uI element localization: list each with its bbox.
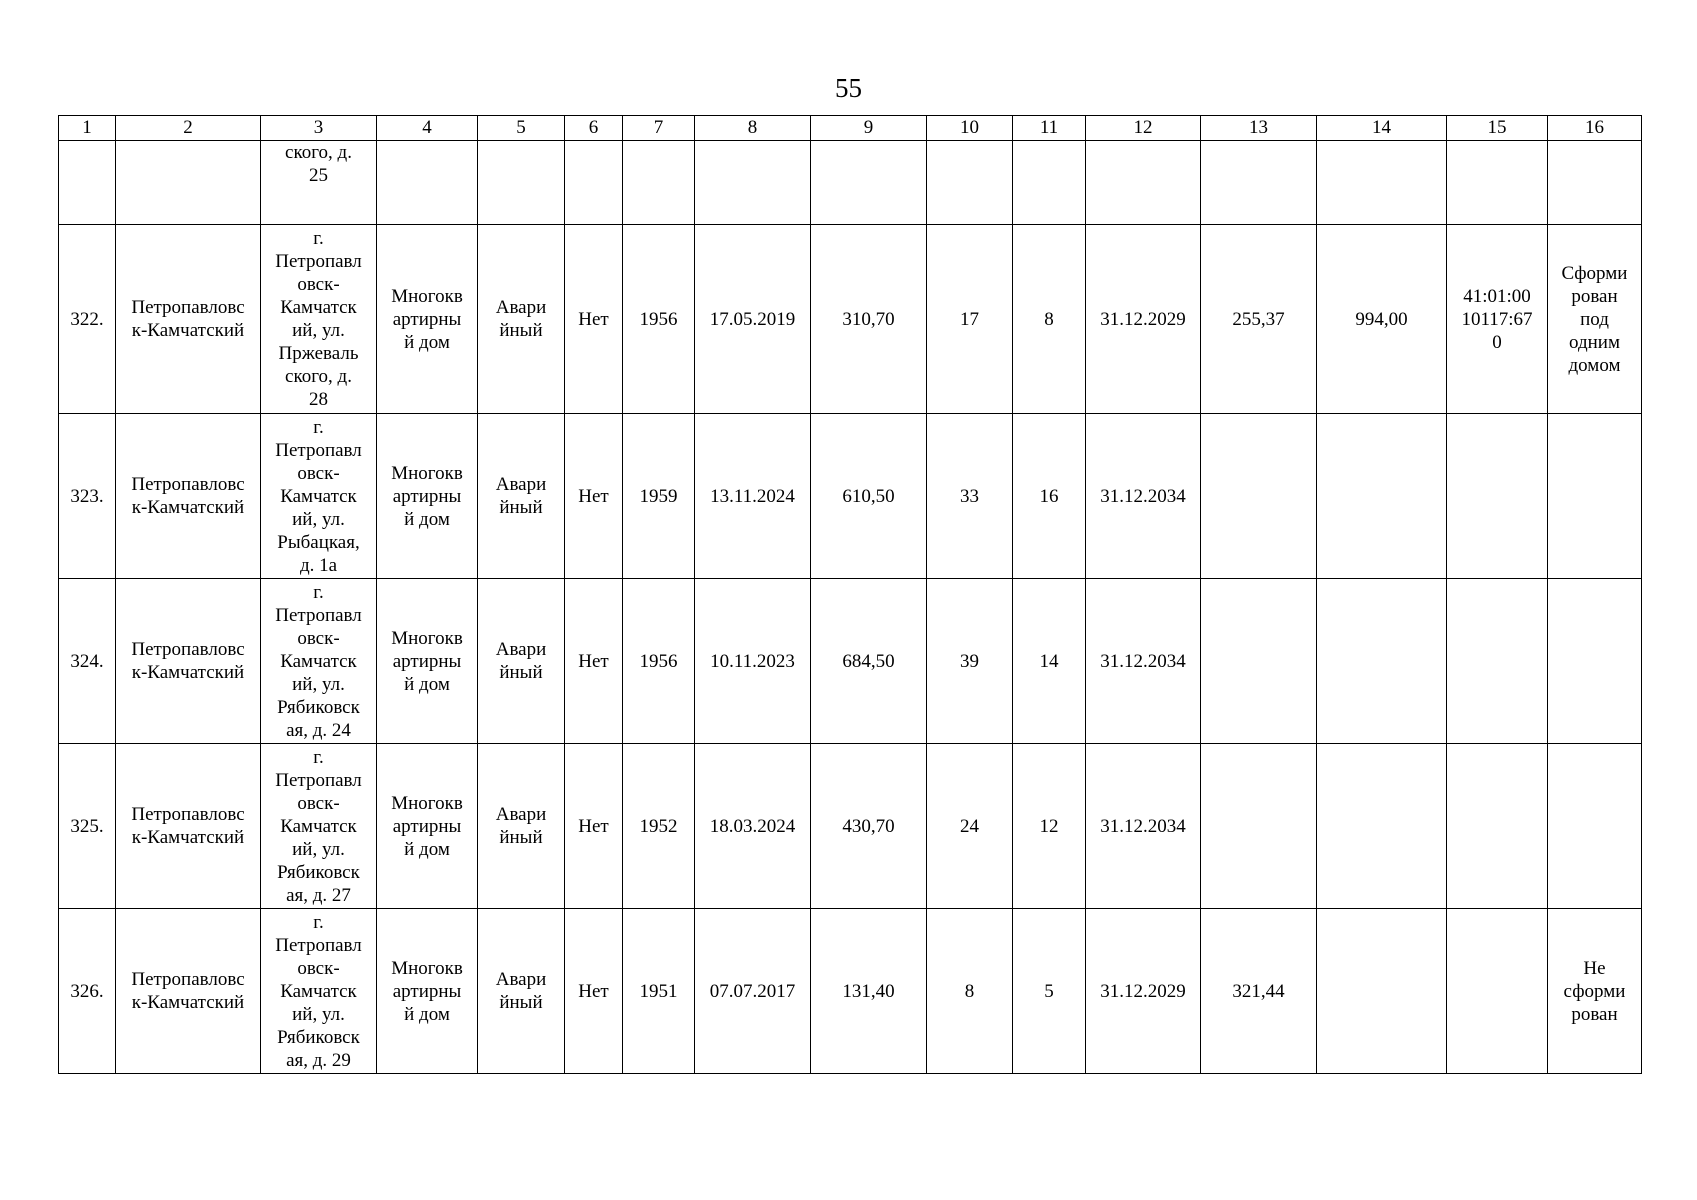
table-row xyxy=(59,909,1642,1074)
column-header: 6 xyxy=(565,116,623,141)
page-number: 55 xyxy=(835,73,862,103)
cell-col10: 17 xyxy=(927,225,1013,414)
cell-status xyxy=(478,579,565,744)
cell-status xyxy=(478,414,565,579)
status-text: Авари йный xyxy=(495,474,547,518)
cell-building-type xyxy=(377,909,478,1074)
cell-num xyxy=(59,141,116,225)
column-header: 7 xyxy=(623,116,695,141)
column-header: 3 xyxy=(261,116,377,141)
cell-empty xyxy=(377,141,478,225)
cell-plan-date: 31.12.2034 xyxy=(1086,744,1201,909)
column-header: 4 xyxy=(377,116,478,141)
cell-row-number: 322. xyxy=(59,225,116,414)
cell-plan-date: 31.12.2034 xyxy=(1086,414,1201,579)
column-header: 9 xyxy=(811,116,927,141)
cell-city xyxy=(116,414,261,579)
cell-date-recognized: 17.05.2019 xyxy=(695,225,811,414)
cell-address xyxy=(261,225,377,414)
cell-row-number: 323. xyxy=(59,414,116,579)
status-text: Авари йный xyxy=(495,639,547,683)
cell-col14: 994,00 xyxy=(1317,225,1447,414)
cell-col11: 16 xyxy=(1013,414,1086,579)
cell-empty xyxy=(478,141,565,225)
cell-city xyxy=(116,744,261,909)
cell-empty xyxy=(695,141,811,225)
cell-building-type xyxy=(377,579,478,744)
cell-city xyxy=(116,909,261,1074)
cell-land-status xyxy=(1548,225,1642,414)
cell-flag: Нет xyxy=(565,414,623,579)
cell-year: 1952 xyxy=(623,744,695,909)
cell-col11: 5 xyxy=(1013,909,1086,1074)
cell-row-number: 326. xyxy=(59,909,116,1074)
column-header: 2 xyxy=(116,116,261,141)
cell-cadastral xyxy=(1447,414,1548,579)
cell-city xyxy=(116,225,261,414)
building-type-text: Многокв артирны й дом xyxy=(391,462,463,530)
land-status-text: Сформи рован под одним домом xyxy=(1561,262,1628,376)
column-header: 10 xyxy=(927,116,1013,141)
cell-empty xyxy=(1086,141,1201,225)
cell-address xyxy=(261,141,377,225)
column-header: 12 xyxy=(1086,116,1201,141)
cell-cadastral xyxy=(1447,579,1548,744)
cell-empty xyxy=(1317,141,1447,225)
building-type-text: Многокв артирны й дом xyxy=(391,627,463,695)
cell-date-recognized: 10.11.2023 xyxy=(695,579,811,744)
cell-row-number: 324. xyxy=(59,579,116,744)
address-text: г. Петропавл овск- Камчатск ий, ул. Рябиковск ая, д. 29 xyxy=(275,911,362,1071)
column-header: 1 xyxy=(59,116,116,141)
address-text: г. Петропавл овск- Камчатск ий, ул. Рябиковск ая, д. 24 xyxy=(275,581,362,741)
cell-area: 131,40 xyxy=(811,909,927,1074)
land-status-text: Не сформи рован xyxy=(1563,957,1626,1025)
cell-address xyxy=(261,909,377,1074)
cell-cadastral xyxy=(1447,225,1548,414)
cell-land-status xyxy=(1548,909,1642,1074)
cell-empty xyxy=(1548,141,1642,225)
city-text: Петропавловс к-Камчатский xyxy=(131,297,245,341)
cell-cadastral xyxy=(1447,909,1548,1074)
cell-empty xyxy=(1013,141,1086,225)
cell-col14 xyxy=(1317,909,1447,1074)
table-row xyxy=(59,414,1642,579)
address-text: ского, д. 25 xyxy=(285,142,352,186)
housing-registry-table xyxy=(58,115,1642,1074)
cell-year: 1951 xyxy=(623,909,695,1074)
building-type-text: Многокв артирны й дом xyxy=(391,285,463,353)
cell-date-recognized: 13.11.2024 xyxy=(695,414,811,579)
cell-area: 610,50 xyxy=(811,414,927,579)
continuation-row xyxy=(59,141,1642,225)
cell-empty xyxy=(565,141,623,225)
cell-year: 1956 xyxy=(623,579,695,744)
cell-building-type xyxy=(377,744,478,909)
cell-col13 xyxy=(1201,579,1317,744)
cell-flag: Нет xyxy=(565,909,623,1074)
cell-status xyxy=(478,225,565,414)
cell-building-type xyxy=(377,414,478,579)
cell-col11: 14 xyxy=(1013,579,1086,744)
cell-status xyxy=(478,909,565,1074)
cell-plan-date: 31.12.2034 xyxy=(1086,579,1201,744)
cell-col14 xyxy=(1317,579,1447,744)
building-type-text: Многокв артирны й дом xyxy=(391,957,463,1025)
column-number-header-row xyxy=(59,116,1642,141)
cell-address xyxy=(261,744,377,909)
table-row xyxy=(59,744,1642,909)
cell-area: 684,50 xyxy=(811,579,927,744)
cell-status xyxy=(478,744,565,909)
cell-col13 xyxy=(1201,414,1317,579)
address-text: г. Петропавл овск- Камчатск ий, ул. Рябиковск ая, д. 27 xyxy=(275,746,362,906)
building-type-text: Многокв артирны й дом xyxy=(391,792,463,860)
status-text: Авари йный xyxy=(495,297,547,341)
cell-col10: 33 xyxy=(927,414,1013,579)
cell-col14 xyxy=(1317,414,1447,579)
city-text: Петропавловс к-Камчатский xyxy=(131,804,245,848)
address-text: г. Петропавл овск- Камчатск ий, ул. Рыбацкая, д. 1а xyxy=(275,416,362,576)
column-header: 11 xyxy=(1013,116,1086,141)
cell-date-recognized: 18.03.2024 xyxy=(695,744,811,909)
cell-building-type xyxy=(377,225,478,414)
cell-flag: Нет xyxy=(565,225,623,414)
cell-address xyxy=(261,579,377,744)
column-header: 5 xyxy=(478,116,565,141)
cell-area: 430,70 xyxy=(811,744,927,909)
cell-col14 xyxy=(1317,744,1447,909)
city-text: Петропавловс к-Камчатский xyxy=(131,474,245,518)
cell-area: 310,70 xyxy=(811,225,927,414)
column-header: 15 xyxy=(1447,116,1548,141)
column-header: 13 xyxy=(1201,116,1317,141)
cell-empty xyxy=(623,141,695,225)
cell-plan-date: 31.12.2029 xyxy=(1086,909,1201,1074)
column-header: 14 xyxy=(1317,116,1447,141)
city-text: Петропавловс к-Камчатский xyxy=(131,639,245,683)
status-text: Авари йный xyxy=(495,969,547,1013)
cell-empty xyxy=(811,141,927,225)
cell-year: 1956 xyxy=(623,225,695,414)
column-header: 16 xyxy=(1548,116,1642,141)
table-row xyxy=(59,225,1642,414)
cell-year: 1959 xyxy=(623,414,695,579)
cadastral-text: 41:01:00 10117:67 0 xyxy=(1461,285,1533,353)
cell-empty xyxy=(927,141,1013,225)
cell-cadastral xyxy=(1447,744,1548,909)
city-text: Петропавловс к-Камчатский xyxy=(131,969,245,1013)
address-text: г. Петропавл овск- Камчатск ий, ул. Пржеваль ского, д. 28 xyxy=(275,228,362,410)
cell-col11: 12 xyxy=(1013,744,1086,909)
cell-plan-date: 31.12.2029 xyxy=(1086,225,1201,414)
cell-flag: Нет xyxy=(565,744,623,909)
cell-flag: Нет xyxy=(565,579,623,744)
cell-city xyxy=(116,579,261,744)
cell-row-number: 325. xyxy=(59,744,116,909)
cell-land-status xyxy=(1548,414,1642,579)
cell-empty xyxy=(1201,141,1317,225)
cell-col10: 24 xyxy=(927,744,1013,909)
cell-col11: 8 xyxy=(1013,225,1086,414)
cell-land-status xyxy=(1548,744,1642,909)
cell-address xyxy=(261,414,377,579)
cell-empty xyxy=(1447,141,1548,225)
cell-col10: 39 xyxy=(927,579,1013,744)
table-row xyxy=(59,579,1642,744)
cell-col13 xyxy=(1201,744,1317,909)
cell-city xyxy=(116,141,261,225)
cell-date-recognized: 07.07.2017 xyxy=(695,909,811,1074)
column-header: 8 xyxy=(695,116,811,141)
status-text: Авари йный xyxy=(495,804,547,848)
cell-col13: 255,37 xyxy=(1201,225,1317,414)
cell-land-status xyxy=(1548,579,1642,744)
cell-col13: 321,44 xyxy=(1201,909,1317,1074)
cell-col10: 8 xyxy=(927,909,1013,1074)
